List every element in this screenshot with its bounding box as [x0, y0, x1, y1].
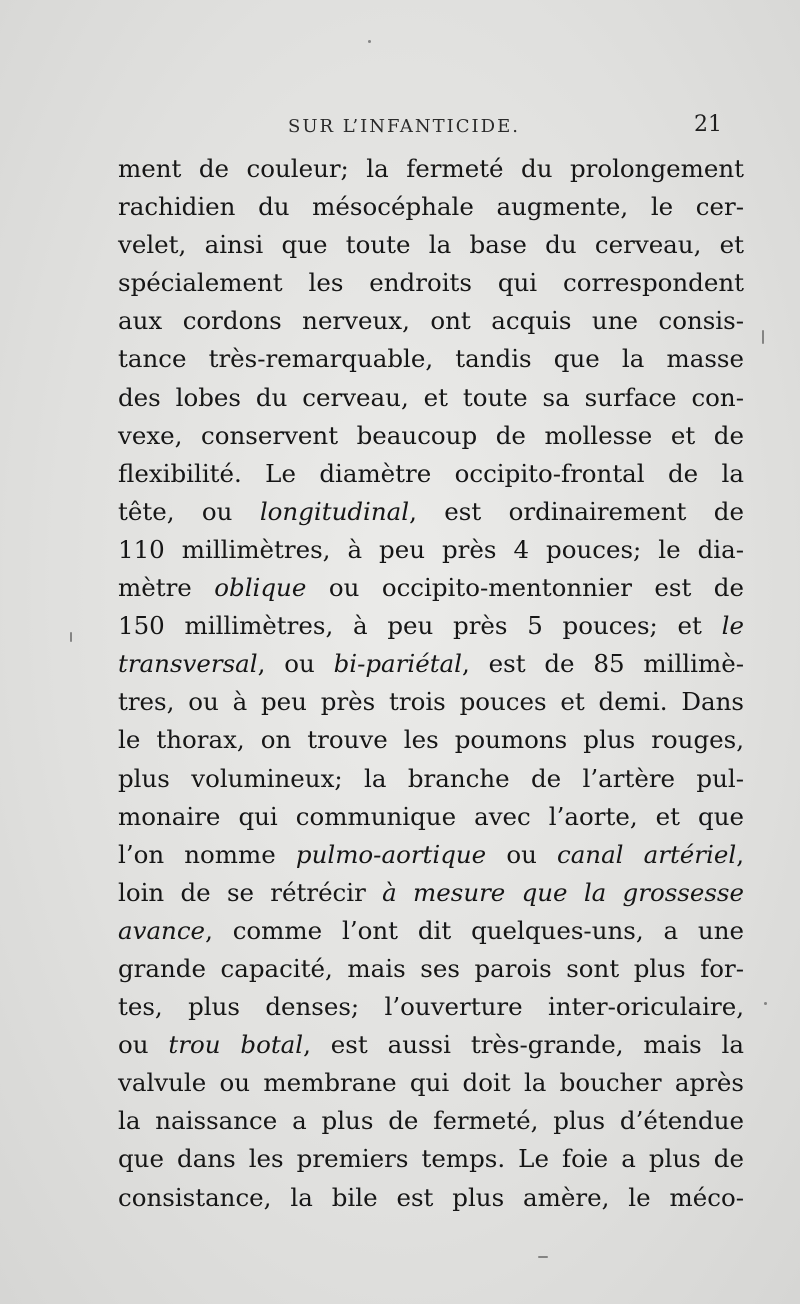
text-segment: vexe, conservent beaucoup de mollesse et de	[118, 420, 744, 450]
text-line	[118, 607, 744, 645]
text-line	[118, 1179, 744, 1217]
italic-term: trou botal	[168, 1030, 304, 1060]
text-line	[118, 340, 744, 378]
print-speck	[70, 632, 72, 642]
text-segment: velet, ainsi que toute la base du cerveau, et	[118, 230, 744, 260]
italic-term: bi-pariétal	[333, 649, 462, 679]
italic-term: canal artériel	[556, 839, 737, 869]
italic-term: pulmo-aortique	[295, 839, 487, 869]
text-segment: ou	[118, 1030, 169, 1060]
page-header	[0, 112, 800, 142]
text-segment: 110 millimètres, à peu près 4 pouces; le dia-	[118, 534, 744, 564]
text-segment: monaire qui communique avec l’aorte, et que	[118, 801, 744, 831]
text-line	[118, 531, 744, 569]
italic-term: le	[721, 611, 744, 641]
text-segment: consistance, la bile est plus amère, le méco-	[118, 1182, 744, 1212]
text-line	[118, 150, 744, 188]
text-line	[118, 645, 744, 683]
text-segment: ou occipito-mentonnier est de	[306, 573, 744, 603]
text-segment: , est ordinairement de	[409, 496, 744, 526]
text-segment: ,	[736, 839, 744, 869]
text-segment: spécialement les endroits qui correspondent	[118, 268, 744, 298]
text-segment: grande capacité, mais ses parois sont plus for-	[118, 953, 744, 983]
text-segment: tes, plus denses; l’ouverture inter-oriculaire,	[118, 992, 744, 1022]
text-line	[118, 1102, 744, 1140]
body-text	[118, 150, 744, 1217]
italic-term: transversal	[118, 649, 258, 679]
text-segment: , est aussi très-grande, mais la	[303, 1030, 744, 1060]
text-line	[118, 836, 744, 874]
text-segment: , comme l’ont dit quelques-uns, a une	[205, 915, 744, 945]
italic-term: oblique	[214, 573, 307, 603]
italic-term: à mesure que la grossesse	[382, 877, 744, 907]
page-number: 21	[694, 112, 722, 137]
text-segment: tres, ou à peu près trois pouces et demi. Dans	[118, 687, 744, 717]
text-line	[118, 379, 744, 417]
text-segment: que dans les premiers temps. Le foie a plus de	[118, 1144, 744, 1174]
text-line	[118, 721, 744, 759]
text-line	[118, 1026, 744, 1064]
text-line	[118, 264, 744, 302]
text-line	[118, 988, 744, 1026]
print-speck	[538, 1256, 548, 1258]
text-line	[118, 950, 744, 988]
text-segment: le thorax, on trouve les poumons plus rouges,	[118, 725, 744, 755]
print-speck	[368, 40, 371, 43]
running-title: SUR L’INFANTICIDE.	[288, 116, 520, 137]
text-segment: ment de couleur; la fermeté du prolongement	[118, 154, 744, 183]
text-line	[118, 1140, 744, 1178]
text-line	[118, 798, 744, 836]
text-segment: des lobes du cerveau, et toute sa surface con-	[118, 382, 744, 412]
text-segment: flexibilité. Le diamètre occipito-frontal de la	[118, 458, 744, 488]
text-segment: tance très-remarquable, tandis que la masse	[118, 344, 744, 374]
text-segment: rachidien du mésocéphale augmente, le cer-	[118, 192, 744, 222]
text-segment: 150 millimètres, à peu près 5 pouces; et	[118, 611, 722, 641]
text-line	[118, 493, 744, 531]
text-line	[118, 417, 744, 455]
print-speck	[764, 1002, 767, 1005]
text-line	[118, 874, 744, 912]
text-segment: aux cordons nerveux, ont acquis une consis-	[118, 306, 744, 336]
text-segment: , ou	[257, 649, 334, 679]
text-line	[118, 188, 744, 226]
text-segment: , est de 85 millimè-	[462, 649, 744, 679]
text-line	[118, 455, 744, 493]
text-segment: l’on nomme	[118, 839, 296, 869]
italic-term: longitudinal	[259, 496, 410, 526]
text-segment: mètre	[118, 573, 215, 603]
text-line	[118, 760, 744, 798]
text-segment: la naissance a plus de fermeté, plus d’étendue	[118, 1106, 744, 1136]
text-line	[118, 569, 744, 607]
text-line	[118, 683, 744, 721]
text-segment: ou	[486, 839, 557, 869]
text-segment: loin de se rétrécir	[118, 877, 383, 907]
text-line	[118, 912, 744, 950]
text-line	[118, 226, 744, 264]
text-line	[118, 302, 744, 340]
text-segment: tête, ou	[118, 496, 260, 526]
text-segment: valvule ou membrane qui doit la boucher après	[118, 1068, 744, 1098]
text-segment: plus volumineux; la branche de l’artère pul-	[118, 763, 744, 793]
italic-term: avance	[118, 915, 206, 945]
print-speck	[762, 330, 764, 344]
text-line	[118, 1064, 744, 1102]
